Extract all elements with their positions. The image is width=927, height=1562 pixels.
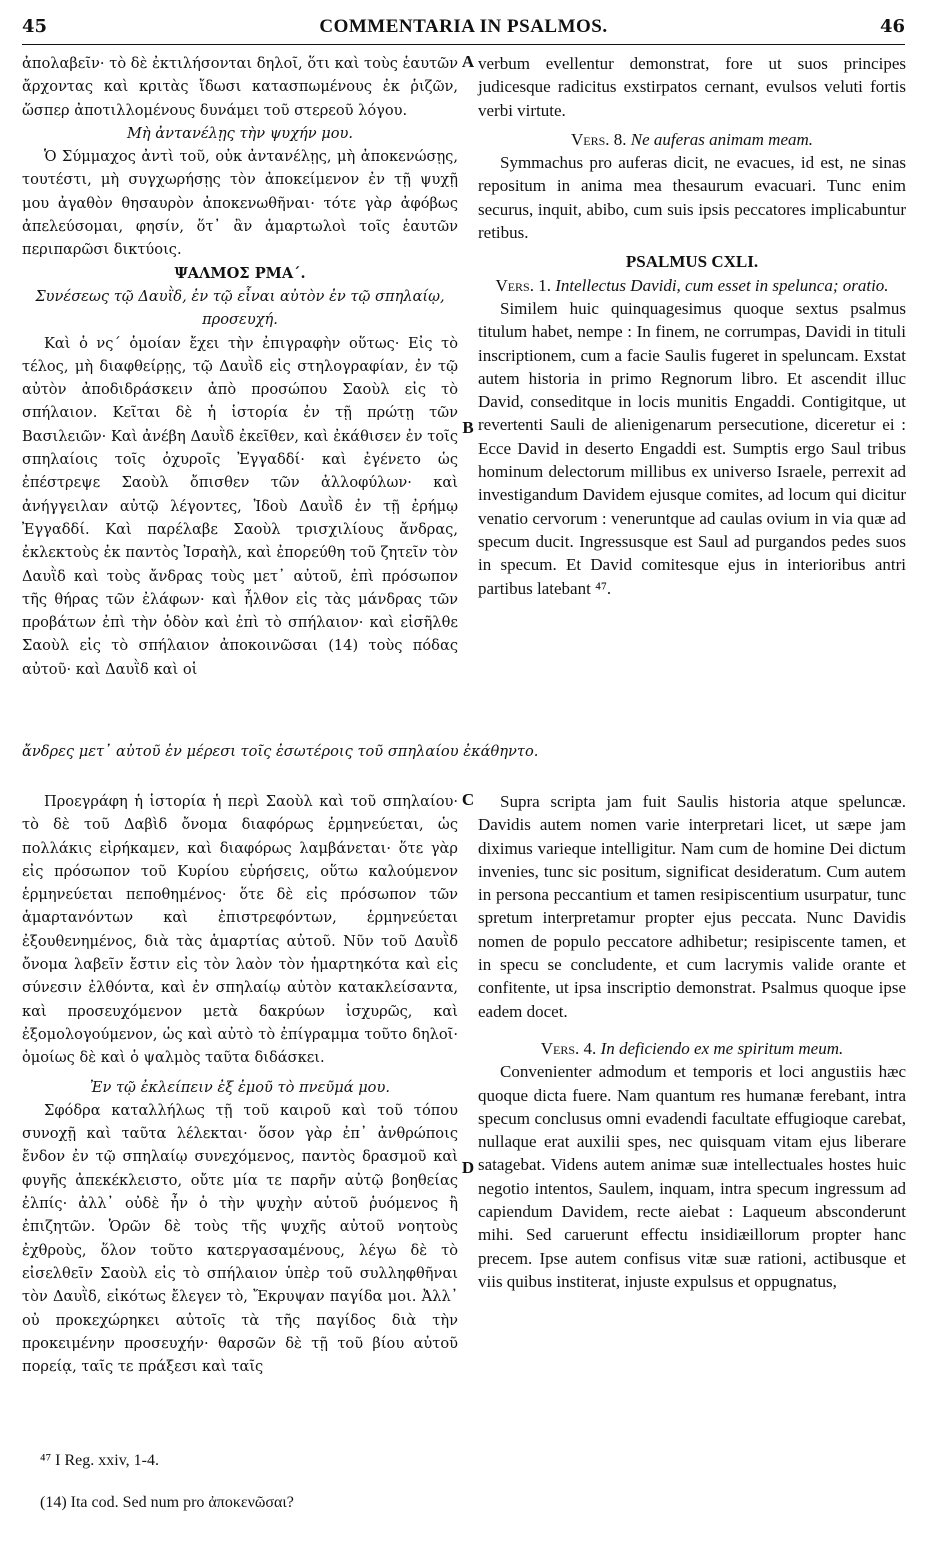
margin-letter-c: C <box>461 790 475 809</box>
footnote-1: ⁴⁷ I Reg. xxiv, 1-4. <box>40 1452 159 1469</box>
greek-heading-3: Ἐν τῷ ἐκλείπειν ἐξ ἐμοῦ τὸ πνεῦμά μου. <box>90 1078 390 1096</box>
margin-letter-a: A <box>461 52 475 71</box>
verse-label: Vers. 1. <box>495 275 551 295</box>
greek-column-lower <box>22 790 458 1378</box>
margin-letter-b: B <box>462 418 474 437</box>
greek-paragraph-2: Ὁ Σύμμαχος ἀντὶ τοῦ, οὐκ ἀντανέλῃς, μὴ ἀποκενώσῃς, τουτέστι, μὴ συγχωρήσῃς τὸν ἀποκείμενον ἐν τῇ ψυχῇ μου ἀγαθὸν θησαυρὸν ἀποκενωθῆναι· τότε γὰρ ἀφόβως ἀπελεύσομαι, φησίν, ὅτ᾽ ἂν ἁμαρτωλοὶ τοῖς ἑαυτῶν περιπαρῶσι δικτύοις. <box>22 148 458 259</box>
greek-paragraph-3: Καὶ ὁ νς΄ ὁμοίαν ἔχει τὴν ἐπιγραφὴν οὕτως· Εἰς τὸ τέλος, μὴ διαφθείρῃς, τῷ Δαυῒδ εἰς στηλογραφίαν, ἐν τῷ αὐτὸν ἀποδιδράσκειν ἀπὸ προσώπου Σαοὺλ εἰς τὸ σπήλαιον. Κεῖται δὲ ἡ ἱστορία ἐν τῇ πρώτῃ τῶν Βασιλειῶν· Καὶ ἀνέβη Δαυῒδ ἐκεῖθεν, καὶ ἐκάθισεν ἐν τοῖς σπηλαίοις τοῖς ὀχυροῖς Ἐγγαδδί· καὶ ἐγένετο ὡς ἐπέστρεψε Σαοὺλ ὄπισθεν τῶν ἀλλοφύλων· καὶ ἀνήγγειλαν αὐτῷ λέγοντες, Ἰδοὺ Δαυῒδ ἐν τῇ ἐρήμῳ Ἐγγαδδί. Καὶ παρέλαβε Σαοὺλ τρισχιλίους ἄνδρας, ἐκλεκτοὺς ἐκ παντὸς Ἰσραὴλ, καὶ ἐπορεύθη τοῦ ζητεῖν τὸν Δαυῒδ καὶ τοὺς ἄνδρας τοὺς μετ᾽ αὐτοῦ, ἐπὶ πρόσωπον τῆς θήρας τῶν ἐλάφων· καὶ ἦλθον εἰς τὰς μάνδρας τῶν προβάτων ἐπὶ τὴν ὁδὸν καὶ ἐπὶ τὸ σπήλαιον· καὶ εἰσῆλθε Σαοὺλ εἰς τὸ σπήλαιον ἀποκοινῶσαι (14) τοὺς πόδας αὐτοῦ· καὶ Δαυῒδ καὶ οἱ <box>22 334 458 678</box>
greek-paragraph-1: ἀπολαβεῖν· τὸ δὲ ἐκτιλήσονται δηλοῖ, ὅτι καὶ τοὺς ἑαυτῶν ἄρχοντας καὶ κριτὰς ἴδωσι κατασπωμένους ἐκ ῥιζῶν, ὥσπερ ἀποτιλλομένους δυνάμει τοῦ στερεοῦ λόγου. <box>22 55 458 119</box>
footnote-2: (14) Ita cod. Sed num pro ἀποκενῶσαι? <box>40 1494 294 1511</box>
latin-verse-4 <box>478 1037 906 1060</box>
latin-column-lower <box>478 790 906 1293</box>
page-number-right: 46 <box>879 16 905 37</box>
greek-column <box>22 52 458 681</box>
verse-label: Vers. 8. <box>570 129 627 149</box>
latin-paragraph-2: Symmachus pro auferas dicit, ne evacues, id est, ne sinas repositum in anima mea thesaurum evacuari. Tunc enim securus, inquit, abibo, cum suis ipsis peccatores implicabuntur retibus. <box>478 153 906 243</box>
latin-verse-1 <box>478 274 906 297</box>
latin-column <box>478 52 906 600</box>
latin-psalm-title: PSALMUS CXLI. <box>625 252 759 272</box>
page-number-left: 45 <box>22 16 48 37</box>
header-rule <box>22 44 905 45</box>
running-title: COMMENTARIA IN PSALMOS. <box>319 16 608 37</box>
verse-text: Intellectus Davidi, cum esset in spelunca; oratio. <box>555 275 889 295</box>
latin-paragraph-5: Convenienter admodum et temporis et loci angustiis hæc quoque dicta fuere. Nam quantum res humanæ ferebant, intra specum conclusus omni evadendi facultate effugioque carebat, nullaque erat auxilii spes, nec quisquam vitam ejus liberare satagebat. Videns autem animæ suæ intellectuales hostes huic negotio intentos, Saulem, inquam, intra specum ingressum ad capiendum Davidem, recte aiebat : Laqueum absconderunt mihi. Sed caruerunt effectu insidiæillorum propter hanc precem. Ipse autem confisus vitæ suæ rationi, actibusque et viis quibus institerat, injuste expulsus et oppugnatus, <box>478 1062 906 1291</box>
latin-paragraph-3: Similem huic quinquagesimus quoque sextus psalmus titulum habet, nempe : In finem, ne corrumpas, Davidi in tituli inscriptionem, cum a facie Saulis fugeret in speluncam. Exstat autem historia in primo Regnorum libro. Et ascendit illuc David, conseditque in locis munitis Engaddi. Contigitque, ut revertenti Sauli de alienigenarum persecutione, diceretur ei : Ecce David in deserto Engaddi est. Sumptis ergo Saul tribus hominum delectorum millibus ex universo Israele, perrexit ad investigandum Davidem ejusque comites, ad locum qui dicitur venatio cervorum : veneruntque ad caulas ovium in via quæ ad specum ducit. Ingressusque est Saul ad purgandos pedes suos in specum. Et David comitesque ejus in interioribus antri partibus latebant ⁴⁷. <box>478 298 906 598</box>
greek-paragraph-5: Σφόδρα καταλλήλως τῇ τοῦ καιροῦ καὶ τοῦ τόπου συνοχῇ καὶ ταῦτα λέλεκται· ὅσον γὰρ ἐπ᾽ ἀνθρώποις ἔνδον ἐν τῷ σπηλαίῳ συνεχόμενος, παντὸς δρασμοῦ καὶ φυγῆς ἀπεκέκλειστο, οὔτε μία τε παρῆν αὐτῷ βοηθείας ἐλπίς· ἀλλ᾽ οὐδὲ ἦν ὁ τὴν ψυχὴν αὐτοῦ ῥυόμενος ἢ ἐπιζητῶν. Ὁρῶν δὲ τοὺς τῆς ψυχῆς αὐτοῦ νοητοὺς ἐχθροὺς, ὅλον τοῦτο κατεργασαμένους, λέγω δὲ τὸ εἰσελθεῖν Σαοὺλ εἰς τὸ σπήλαιον ὑπὲρ τοῦ συλληφθῆναι τὸν Δαυῒδ, εἰκότως ἔλεγεν τὸ, Ἔκρυψαν παγίδα μοι. Ἀλλ᾽ οὐ προκεχώρηκει αὐτοῖς τὰ τῆς παγίδος διὰ τὴν προκειμένην προσευχήν· θαρσῶν δὲ τῇ τοῦ βίου αὐτοῦ πορείᾳ, ταῖς τε πράξεσι καὶ ταῖς <box>22 1101 458 1376</box>
verse-text: Ne auferas animam meam. <box>630 129 814 149</box>
greek-heading-2: Συνέσεως τῷ Δαυῒδ, ἐν τῷ εἶναι αὐτὸν ἐν τῷ σπηλαίῳ, προσευχή. <box>35 287 445 329</box>
latin-verse-8 <box>478 128 906 151</box>
margin-letter-d: D <box>461 1158 475 1177</box>
greek-psalm-title: ΨΑΛΜΟΣ ΡΜΑ΄. <box>174 264 306 282</box>
latin-paragraph-1: verbum evellentur demonstrat, fore ut suos principes judicesque radicitus exstirpatos cernant, evulsos veluti fortis verbi virtute. <box>478 54 906 120</box>
greek-paragraph-4: Προεγράφη ἡ ἱστορία ἡ περὶ Σαοὺλ καὶ τοῦ σπηλαίου· τὸ δὲ τοῦ Δαβὶδ ὄνομα διαφόρως ἑρμηνεύεται, ὡς πολλάκις εἰρήκαμεν, καὶ διαφόρως λαμβάνεται· ὅτε γὰρ εἰς πρόσωπον τοῦ Κυρίου εὑρήσεις, οὕτω καλούμενον ἑρμηνεύεται πεποθημένος· ὅτε δὲ εἰς πρόσωπον τῶν ἁμαρτανόντων καὶ ἐπιστρεφόντων, ἑρμηνεύεται ἐξουθενημένος, διὰ τὰς ἁμαρτίας αὐτοῦ. Νῦν τοῦ Δαυῒδ ὄνομα λαβεῖν ἔστιν εἰς τὸν λαὸν τὸν ἡμαρτηκότα καὶ εἰς σύνεσιν ἐλθόντα, καὶ ἐν σπηλαίῳ αὐτὸν κατακλείσαντα, καὶ προσευχόμενον μετὰ δακρύων ἰσχυρῶς, καὶ ἐξομολογούμενον, ὡς καὶ αὐτὸ τὸ ἐπίγραμμα τοῦτο δηλοῖ· ὁμοίως δὲ καὶ ὁ ψαλμὸς ταῦτα διδάσκει. <box>22 793 458 1067</box>
greek-heading-1: Μὴ ἀντανέλῃς τὴν ψυχήν μου. <box>126 124 353 142</box>
greek-spill-line: ἄνδρες μετ᾽ αὐτοῦ ἐν μέρεσι τοῖς ἐσωτέροις τοῦ σπηλαίου ἐκάθηντο. <box>22 743 539 760</box>
verse-label: Vers. 4. <box>540 1038 597 1058</box>
verse-text: In deficiendo ex me spiritum meum. <box>600 1038 844 1058</box>
latin-paragraph-4: Supra scripta jam fuit Saulis historia atque speluncæ. Davidis autem nomen varie interpretari licet, ut sæpe jam diximus varieque intelligitur. Nam cum de homine Dei dictum invenies, tunc sic positum, significat desideratum. Cum autem in persona peccantium et tamen resipiscentium usurpatur, tunc spretum interpretamur propter ejus peccata. Nunc Davidis nomen de populo peccatore adhibetur; resipiscente tamen, et in specu se concludente, et cum lacrymis valide orante et confitente, ut ipsa inscriptio demonstrat. Psalmus quoque ipse eadem docet. <box>478 792 906 1021</box>
page-header <box>22 16 905 42</box>
